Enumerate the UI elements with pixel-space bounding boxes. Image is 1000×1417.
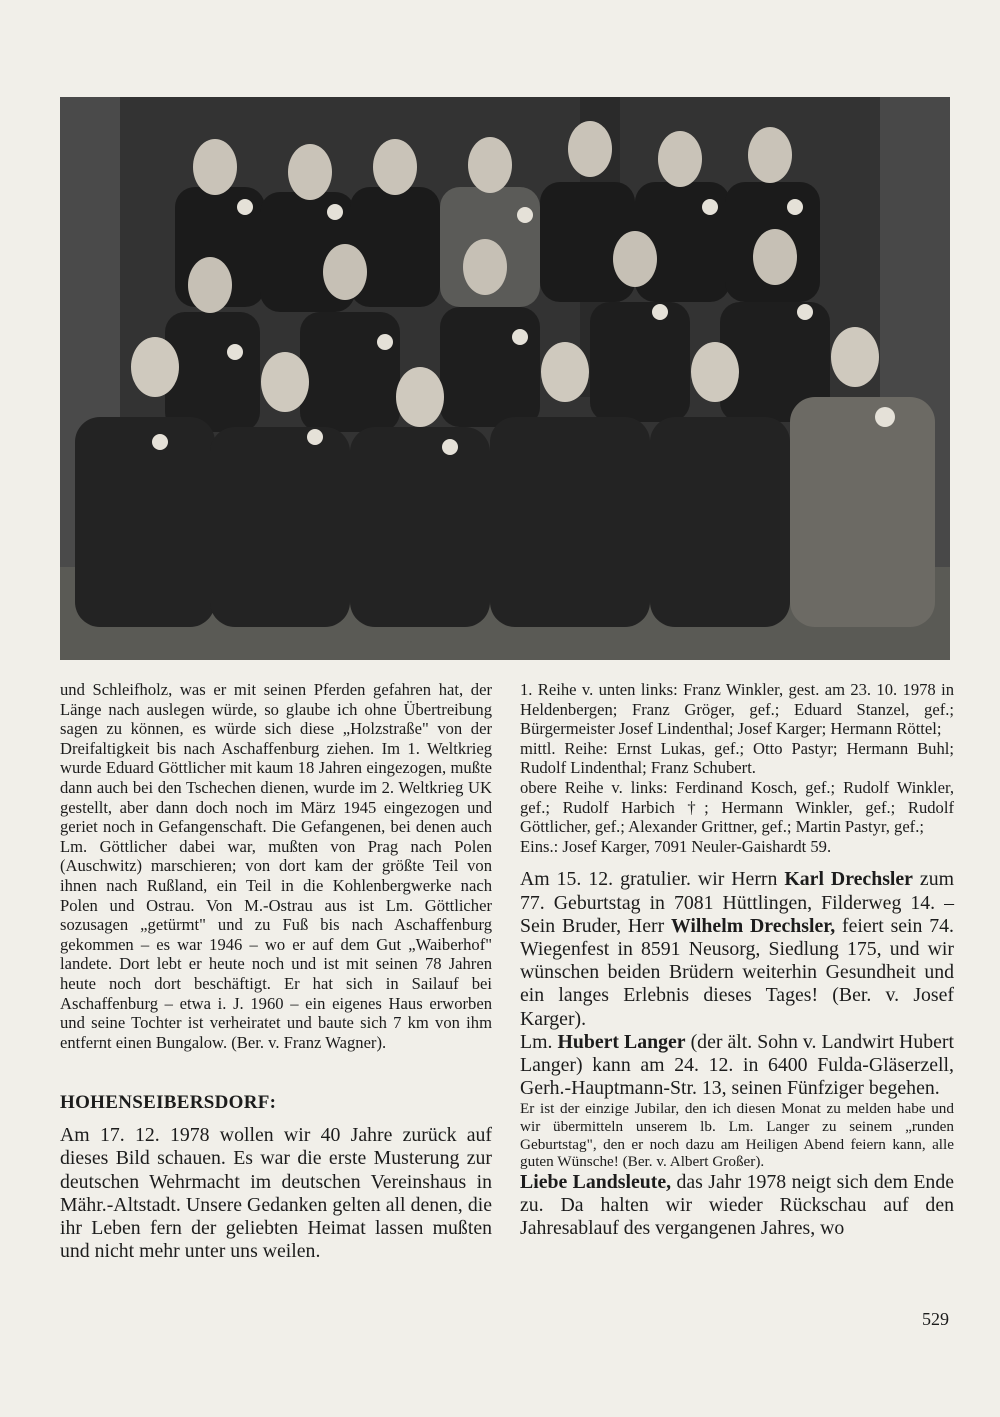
name-hubert-langer: Hubert Langer: [557, 1030, 686, 1053]
group-photo-icon: [60, 97, 950, 660]
langer-wishes: Er ist der einzige Jubilar, den ich diesen Monat zu melden habe und wir übermitteln unserem lb. Lm. Langer zu seinem „runden Geburtstag", den er noch dazu am Heiligen Abend feiern kann, alle guten Wünsche! (Ber. v. Albert Großer).: [520, 1100, 954, 1171]
text-segment: das Jahr 1978 neigt sich dem Ende zu. Da halten wir wieder Rückschau auf den Jahresablauf des vergangenen Jahres, wo: [520, 1170, 954, 1240]
birthday-drechsler: [520, 868, 954, 1030]
year-review: [520, 1171, 954, 1241]
group-photo: [60, 97, 950, 660]
section-heading: HOHENSEIBERSDORF:: [60, 1092, 277, 1114]
text-segment: Lm.: [520, 1030, 558, 1053]
page-number: 529: [922, 1309, 949, 1329]
photo-caption-sender: Eins.: Josef Karger, 7091 Neuler-Gaishardt 59.: [520, 836, 832, 856]
greeting-bold: Liebe Landsleute,: [520, 1170, 672, 1193]
text-segment: zum 77. Geburtstag in 7081 Hüttlingen, Filderweg 14. – Sein Bruder, Herr: [520, 868, 954, 937]
anniversary-paragraph: Am 17. 12. 1978 wollen wir 40 Jahre zurück auf dieses Bild schauen. Es war die erste Musterung zur deutschen Wehrmacht im deutschen Vereinshaus in Mähr.-Altstadt. Unsere Gedanken gelten all denen, die ihr Leben fern der geliebten Heimat lassen mußten und nicht mehr unter uns weilen.: [60, 1124, 492, 1263]
article-continuation: und Schleifholz, was er mit seinen Pferden gefahren hat, der Länge nach auslegen würde, so glaube ich ohne Übertreibung sagen zu können, es würde sich diese „Holzstraße" von der Dreifaltigkeit bis nach Aschaffenburg ziehen. Im 1. Weltkrieg wurde Eduard Göttlicher mit kaum 18 Jahren eingezogen, mußte dann auch bei den Tschechen dienen, wurde im 2. Weltkrieg UK gestellt, aber dann doch noch im März 1945 eingezogen und geriet noch in Gefangenschaft. Die Gefangenen, bei denen auch Lm. Göttlicher dabei war, mußten von Prag nach Polen (Auschwitz) marschieren; von dort kam der größte Teil von ihnen nach Rußland, ein Teil in die Kohlenbergwerke nach Polen und Ostrau. Von M.-Ostrau aus ist Lm. Göttlicher sozusagen „getürmt" und zu Fuß bis nach Aschaffenburg gekommen – es war 1946 – wo er auf dem Gut „Waiberhof" landete. Dort lebt er heute noch und ist mit seinen 78 Jahren heute noch dort beschäftigt. Er hat sich in Sailauf bei Aschaffenburg – etwa i. J. 1960 – ein eigenes Haus erworben und seine Tochter ist verheiratet und baute sich 7 km von ihm entfernt einen Bungalow. (Ber. v. Franz Wagner).: [60, 680, 492, 1052]
text-segment: Am 15. 12. gratulier. wir Herrn: [520, 868, 785, 891]
name-wilhelm-drechsler: Wilhelm Drechsler,: [671, 914, 836, 937]
left-column: [60, 680, 492, 1264]
photo-caption-row3: obere Reihe v. links: Ferdinand Kosch, gef.; Rudolf Winkler, gef.; Rudolf Harbich †; Hermann Winkler, gef.; Rudolf Göttlicher, gef.; Alexander Grittner, gef.; Martin Pastyr, gef.;: [520, 777, 954, 837]
photo-caption-row1: 1. Reihe v. unten links: Franz Winkler, gest. am 23. 10. 1978 in Heldenbergen; Franz Gröger, gef.; Eduard Stanzel, gef.; Bürgermeister Josef Lindenthal; Josef Karger; Hermann Röttel;: [520, 680, 954, 739]
text-segment: (der ält. Sohn v. Landwirt Hubert Langer) kann am 24. 12. in 6400 Fulda-Gläserzell, Gerh.-Hauptmann-Str. 13, seinen Fünfziger begehen.: [520, 1030, 954, 1100]
birthday-langer: [520, 1031, 954, 1101]
name-karl-drechsler: Karl Drechsler: [784, 868, 913, 891]
photo-caption-row2: mittl. Reihe: Ernst Lukas, gef.; Otto Pastyr; Hermann Buhl; Rudolf Lindenthal; Franz Schubert.: [520, 738, 954, 778]
text-segment: feiert sein 74. Wiegenfest in 8591 Neusorg, Siedlung 175, und wir wünschen beiden Brüdern weiterhin Gesundheit und ein langes Erlebnis dieses Tages! (Ber. v. Josef Karger).: [520, 914, 954, 1030]
right-column: [520, 680, 954, 1240]
